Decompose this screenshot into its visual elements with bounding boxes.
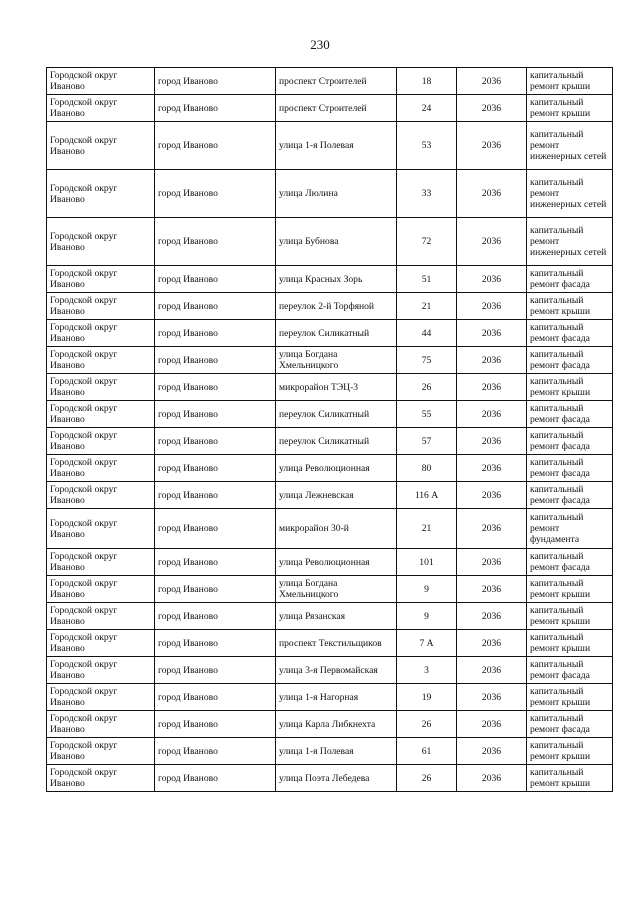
municipality-cell: Городской округ Иваново (47, 347, 155, 374)
table-row (47, 428, 613, 455)
house-number-cell: 44 (397, 320, 457, 347)
municipality-cell: Городской округ Иваново (47, 482, 155, 509)
work-type-cell: капитальный ремонт крыши (527, 738, 613, 765)
settlement-cell: город Иваново (155, 684, 276, 711)
work-type-cell: капитальный ремонт инженерных сетей (527, 122, 613, 170)
table-row (47, 765, 613, 792)
settlement-cell: город Иваново (155, 122, 276, 170)
house-number-cell: 75 (397, 347, 457, 374)
year-cell: 2036 (457, 347, 527, 374)
work-type-cell: капитальный ремонт фасада (527, 657, 613, 684)
settlement-cell: город Иваново (155, 95, 276, 122)
year-cell: 2036 (457, 576, 527, 603)
table-row (47, 266, 613, 293)
municipality-cell: Городской округ Иваново (47, 401, 155, 428)
table-row (47, 401, 613, 428)
work-type-cell: капитальный ремонт инженерных сетей (527, 170, 613, 218)
settlement-cell: город Иваново (155, 455, 276, 482)
table-row (47, 374, 613, 401)
house-number-cell: 116 А (397, 482, 457, 509)
house-number-cell: 61 (397, 738, 457, 765)
work-type-cell: капитальный ремонт фасада (527, 455, 613, 482)
street-cell: улица Революционная (276, 455, 397, 482)
house-number-cell: 26 (397, 765, 457, 792)
work-type-cell: капитальный ремонт крыши (527, 374, 613, 401)
work-type-cell: капитальный ремонт крыши (527, 765, 613, 792)
municipality-cell: Городской округ Иваново (47, 765, 155, 792)
municipality-cell: Городской округ Иваново (47, 428, 155, 455)
settlement-cell: город Иваново (155, 482, 276, 509)
settlement-cell: город Иваново (155, 266, 276, 293)
municipality-cell: Городской округ Иваново (47, 576, 155, 603)
table-row (47, 218, 613, 266)
work-type-cell: капитальный ремонт крыши (527, 293, 613, 320)
settlement-cell: город Иваново (155, 738, 276, 765)
municipality-cell: Городской округ Иваново (47, 630, 155, 657)
work-type-cell: капитальный ремонт фасада (527, 711, 613, 738)
municipality-cell: Городской округ Иваново (47, 711, 155, 738)
settlement-cell: город Иваново (155, 347, 276, 374)
year-cell: 2036 (457, 218, 527, 266)
table-row (47, 738, 613, 765)
year-cell: 2036 (457, 401, 527, 428)
work-type-cell: капитальный ремонт фасада (527, 401, 613, 428)
house-number-cell: 72 (397, 218, 457, 266)
house-number-cell: 21 (397, 509, 457, 549)
year-cell: 2036 (457, 122, 527, 170)
year-cell: 2036 (457, 455, 527, 482)
settlement-cell: город Иваново (155, 657, 276, 684)
house-number-cell: 80 (397, 455, 457, 482)
work-type-cell: капитальный ремонт крыши (527, 95, 613, 122)
street-cell: переулок Силикатный (276, 320, 397, 347)
year-cell: 2036 (457, 68, 527, 95)
settlement-cell: город Иваново (155, 320, 276, 347)
municipality-cell: Городской округ Иваново (47, 603, 155, 630)
street-cell: проспект Строителей (276, 68, 397, 95)
house-number-cell: 21 (397, 293, 457, 320)
settlement-cell: город Иваново (155, 374, 276, 401)
settlement-cell: город Иваново (155, 576, 276, 603)
house-number-cell: 53 (397, 122, 457, 170)
settlement-cell: город Иваново (155, 711, 276, 738)
year-cell: 2036 (457, 711, 527, 738)
table-row (47, 657, 613, 684)
municipality-cell: Городской округ Иваново (47, 170, 155, 218)
street-cell: улица Поэта Лебедева (276, 765, 397, 792)
table-row (47, 293, 613, 320)
house-number-cell: 55 (397, 401, 457, 428)
settlement-cell: город Иваново (155, 218, 276, 266)
street-cell: улица 1-я Нагорная (276, 684, 397, 711)
settlement-cell: город Иваново (155, 509, 276, 549)
house-number-cell: 51 (397, 266, 457, 293)
municipality-cell: Городской округ Иваново (47, 684, 155, 711)
year-cell: 2036 (457, 428, 527, 455)
table-row (47, 320, 613, 347)
table-row (47, 684, 613, 711)
street-cell: улица Бубнова (276, 218, 397, 266)
year-cell: 2036 (457, 95, 527, 122)
settlement-cell: город Иваново (155, 170, 276, 218)
work-type-cell: капитальный ремонт крыши (527, 684, 613, 711)
municipality-cell: Городской округ Иваново (47, 374, 155, 401)
table-row (47, 603, 613, 630)
street-cell: проспект Текстильщиков (276, 630, 397, 657)
street-cell: переулок Силикатный (276, 401, 397, 428)
work-type-cell: капитальный ремонт фасада (527, 482, 613, 509)
municipality-cell: Городской округ Иваново (47, 218, 155, 266)
table-row (47, 482, 613, 509)
year-cell: 2036 (457, 293, 527, 320)
work-type-cell: капитальный ремонт крыши (527, 68, 613, 95)
table-row (47, 549, 613, 576)
table-row (47, 68, 613, 95)
municipality-cell: Городской округ Иваново (47, 122, 155, 170)
street-cell: проспект Строителей (276, 95, 397, 122)
municipality-cell: Городской округ Иваново (47, 320, 155, 347)
municipality-cell: Городской округ Иваново (47, 455, 155, 482)
year-cell: 2036 (457, 684, 527, 711)
settlement-cell: город Иваново (155, 549, 276, 576)
street-cell: переулок 2-й Торфяной (276, 293, 397, 320)
street-cell: улица Революционная (276, 549, 397, 576)
year-cell: 2036 (457, 266, 527, 293)
street-cell: улица Богдана Хмельницкого (276, 347, 397, 374)
work-type-cell: капитальный ремонт крыши (527, 576, 613, 603)
work-type-cell: капитальный ремонт фасада (527, 549, 613, 576)
settlement-cell: город Иваново (155, 293, 276, 320)
work-type-cell: капитальный ремонт крыши (527, 630, 613, 657)
street-cell: микрорайон ТЭЦ-3 (276, 374, 397, 401)
municipality-cell: Городской округ Иваново (47, 68, 155, 95)
street-cell: улица Карла Либкнехта (276, 711, 397, 738)
work-type-cell: капитальный ремонт фасада (527, 266, 613, 293)
house-number-cell: 24 (397, 95, 457, 122)
street-cell: улица Лежневская (276, 482, 397, 509)
house-number-cell: 19 (397, 684, 457, 711)
year-cell: 2036 (457, 374, 527, 401)
work-type-cell: капитальный ремонт фасада (527, 428, 613, 455)
street-cell: улица 1-я Полевая (276, 122, 397, 170)
table-row (47, 576, 613, 603)
year-cell: 2036 (457, 320, 527, 347)
street-cell: микрорайон 30-й (276, 509, 397, 549)
year-cell: 2036 (457, 657, 527, 684)
street-cell: улица 1-я Полевая (276, 738, 397, 765)
settlement-cell: город Иваново (155, 603, 276, 630)
repair-schedule-table (46, 67, 613, 792)
work-type-cell: капитальный ремонт инженерных сетей (527, 218, 613, 266)
table-row (47, 509, 613, 549)
municipality-cell: Городской округ Иваново (47, 95, 155, 122)
year-cell: 2036 (457, 603, 527, 630)
year-cell: 2036 (457, 509, 527, 549)
municipality-cell: Городской округ Иваново (47, 549, 155, 576)
year-cell: 2036 (457, 738, 527, 765)
municipality-cell: Городской округ Иваново (47, 657, 155, 684)
year-cell: 2036 (457, 765, 527, 792)
house-number-cell: 26 (397, 374, 457, 401)
house-number-cell: 18 (397, 68, 457, 95)
page-number: 230 (310, 37, 330, 52)
settlement-cell: город Иваново (155, 765, 276, 792)
settlement-cell: город Иваново (155, 401, 276, 428)
table-row (47, 122, 613, 170)
house-number-cell: 57 (397, 428, 457, 455)
municipality-cell: Городской округ Иваново (47, 266, 155, 293)
table-row (47, 347, 613, 374)
year-cell: 2036 (457, 482, 527, 509)
house-number-cell: 9 (397, 576, 457, 603)
house-number-cell: 33 (397, 170, 457, 218)
year-cell: 2036 (457, 170, 527, 218)
table-row (47, 630, 613, 657)
house-number-cell: 9 (397, 603, 457, 630)
municipality-cell: Городской округ Иваново (47, 509, 155, 549)
street-cell: улица Богдана Хмельницкого (276, 576, 397, 603)
street-cell: улица Люлина (276, 170, 397, 218)
year-cell: 2036 (457, 630, 527, 657)
street-cell: переулок Силикатный (276, 428, 397, 455)
year-cell: 2036 (457, 549, 527, 576)
table-row (47, 170, 613, 218)
municipality-cell: Городской округ Иваново (47, 738, 155, 765)
table-row (47, 455, 613, 482)
house-number-cell: 26 (397, 711, 457, 738)
settlement-cell: город Иваново (155, 68, 276, 95)
settlement-cell: город Иваново (155, 428, 276, 455)
municipality-cell: Городской округ Иваново (47, 293, 155, 320)
house-number-cell: 3 (397, 657, 457, 684)
street-cell: улица 3-я Первомайская (276, 657, 397, 684)
work-type-cell: капитальный ремонт фасада (527, 347, 613, 374)
house-number-cell: 101 (397, 549, 457, 576)
street-cell: улица Красных Зорь (276, 266, 397, 293)
street-cell: улица Рязанская (276, 603, 397, 630)
work-type-cell: капитальный ремонт фундамента (527, 509, 613, 549)
settlement-cell: город Иваново (155, 630, 276, 657)
work-type-cell: капитальный ремонт фасада (527, 320, 613, 347)
work-type-cell: капитальный ремонт крыши (527, 603, 613, 630)
house-number-cell: 7 А (397, 630, 457, 657)
table-row (47, 711, 613, 738)
table-body (47, 68, 613, 792)
table-row (47, 95, 613, 122)
